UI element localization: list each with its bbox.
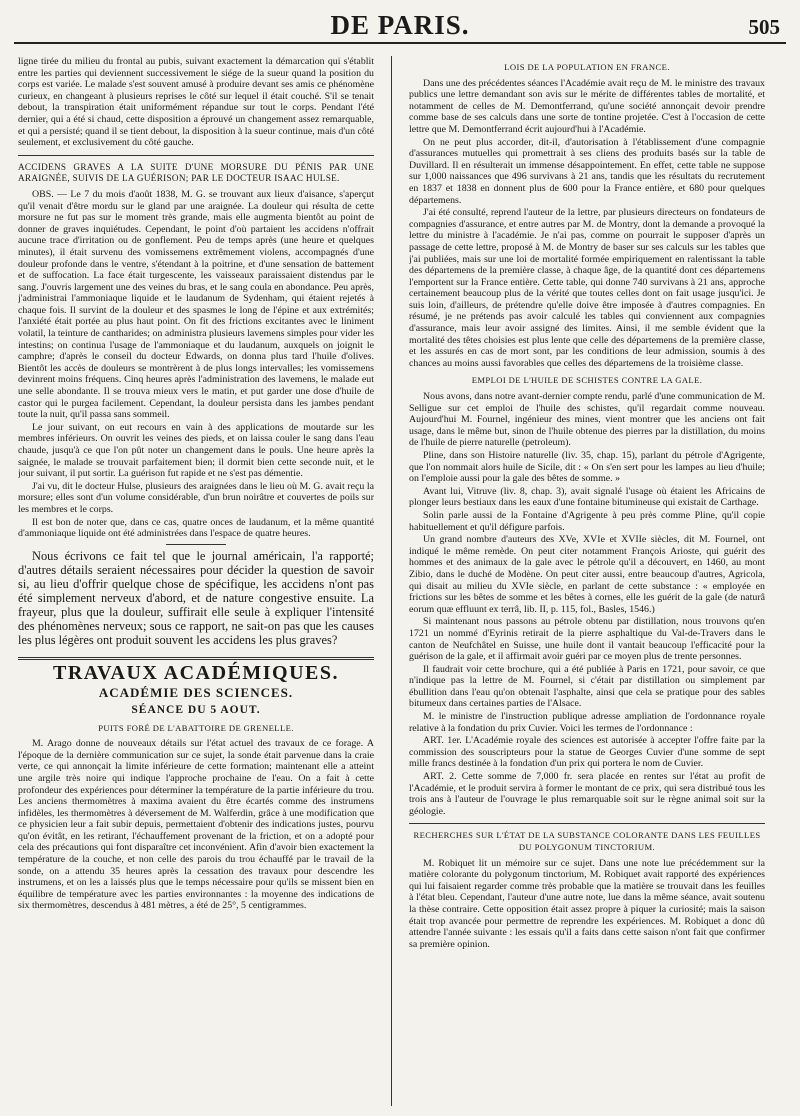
article-heading: EMPLOI DE L'HUILE DE SCHISTES CONTRE LA GALE. [471,375,703,386]
right-column [409,56,765,1106]
article-heading: LOIS DE LA POPULATION EN FRANCE. [504,62,670,72]
paragraph: ligne tirée du milieu du frontal au pubis, suivant exactement la démarcation qui s'établit entre les parties qui deviennent successivement le siége de la sueur quand la position du corps est variée. Le malade s'est souvent amusé à produire devant ses amis ce phénomène curieux, en changeant à plusieurs reprises le côté sur lequel il était couché. S'il se tenait debout, la transpiration était uniformément répandue sur tout le corps. Pendant l'été dernier, qui a été si chaud, cette disposition a éprouvé un changement assez remarquable, et qui a persisté; quand il se tient debout, la disposition à la sueur continue, mais d'un côté seulement, et exclusivement du côté gauche. [18,56,374,149]
subsection-title: ACADÉMIE DES SCIENCES. [98,685,294,701]
newspaper-title: DE PARIS. [330,10,470,40]
paragraph: Il est bon de noter que, dans ce cas, quatre onces de laudanum, et la même quantité d'ammoniaque liquide ont été administrées dans l'espace de quatre heures. [18,516,374,540]
paragraph: J'ai vu, dit le docteur Hulse, plusieurs des araignées dans le lieu où M. G. avait reçu la morsure; elles sont d'un volume considérable, d'un brun noirâtre et couvertes de poils sur les membres et le corps. [18,480,374,515]
paragraph: Solin parle aussi de la Fontaine d'Agrigente à peu près comme Pline, qu'il copie habituellement et qu'il défigure parfois. [409,509,765,533]
paragraph: Le jour suivant, on eut recours en vain à des applications de moutarde sur les membres inférieurs. On ouvrit les veines des pieds, et on laissa couler le sang dans l'eau chaude, jusqu'à ce que l'on pût noter un changement dans le pouls. Une heure après la saignée, le malade se trouvait parfaitement bien; il dormit bien cette seconde nuit, et le jour suivant, il put sortir. La guérison fut rapide et ne s'est pas démentie. [18,421,374,480]
paragraph: Si maintenant nous passons au pétrole obtenu par distillation, nous trouvons qu'en 1721 un nommé d'Eyrinis retirait de la pierre asphaltique du Val-de-Travers dans le canton de Neufchâtel en Suisse, une huile dont il vantait beaucoup l'efficacité pour la guérison de la gale, et il affirmait avoir guéri par ce moyen plus de trente personnes. [409,616,765,663]
section-title: TRAVAUX ACADÉMIQUES. [53,661,339,684]
paragraph: M. Arago donne de nouveaux détails sur l'état actuel des travaux de ce forage. A l'époque de la dernière communication sur ce sujet, la sonde était parvenue dans la craie verte, ce qui annonçait la limite inférieure de cette formation; maintenant elle a atteint une argile très noire qui indique l'approche prochaine de l'eau. On a fait à cette profondeur des expériences pour déterminer la température de la partie inférieure du trou. Les anciens thermomètres à maxima avaient du être écartés comme des instrumens infidèles, les thermomètres à déversement de M. Walferdin, grâce à une modification que ce physicien leur a fait subir depuis, permettaient d'obtenir des indications justes, pourvu qu'on évitât, en les retirant, l'échauffement provenant de la friction, et on a adopté pour cela des précautions qui font disparaître cet inconvénient. Afin d'avoir bien exactement la température de la couche, et non celle des parois du trou échauffé par le travail de la sonde, on a attendu 35 heures après la cessation des travaux pour descendre les instrumens, et on les a laissés plus que le temps nécessaire pour qu'ils se missent bien en équilibre de température avec les parties environnantes : la moyenne des indications de six thermomètres, descendus à 481 mètres, a été de 25°, 5 centigrammes. [18,738,374,912]
paragraph: On ne peut plus accorder, dit-il, d'autorisation à l'établissement d'une compagnie d'assurances mutuelles qui promettrait à ses cliens des produits basés sur la table de Duvillard. Il en résulterait un immense désappointement. En effet, cette table ne suppose sur 1,000 naissances que 496 survivans à 21 ans, tandis que les résultats du recrutement en 1837 et 1838 en donnent plus de 600 pour la France entière, et 680 pour quelques départemens. [409,136,765,206]
session-title: SÉANCE DU 5 AOUT. [131,703,261,716]
article-1: ART. 1er. L'Académie royale des sciences est autorisée à accepter l'offre faite par la commission des souscripteurs pour la statue de Georges Cuvier d'une somme de sept mille francs destinée à la fondation d'un prix qui portera le nom de Cuvier. [409,735,765,770]
paragraph: Pline, dans son Histoire naturelle (liv. 35, chap. 15), parlant du pétrole d'Agrigente, que l'on nommait alors huile de Sicile, dit : « On s'en sert pour les lampes au lieu d'huile; on l'emploie aussi pour la gale des bêtes de somme. » [409,450,765,485]
short-rule [166,544,226,545]
left-column [18,56,374,1106]
page-header [14,6,786,46]
paragraph: Avant lui, Vitruve (liv. 8, chap. 3), avait signalé l'usage où étaient les Africains de plonger leurs bestiaux dans les eaux d'une fontaine bitumineuse qui existait de Carthage. [409,485,765,509]
article-2: ART. 2. Cette somme de 7,000 fr. sera placée en rentes sur l'état au profit de l'Académie, et le produit servira à former le montant de ce prix, qui sera distribué tous les trois ans à l'auteur de l'ouvrage le plus remarquable soit sur le règne animal soit sur la géologie. [409,771,765,817]
paragraph: M. le ministre de l'instruction publique adresse ampliation de l'ordonnance royale relative à la fondation du prix Cuvier. Voici les termes de l'ordonnance : [409,711,765,734]
paragraph: OBS. — Le 7 du mois d'août 1838, M. G. se trouvant aux lieux d'aisance, s'aperçut qu'il venait d'être mordu sur le gland par une araignée. La douleur qui résulta de cette morsure ne fut pas sur le moment très grande, mais elle augmenta bientôt au point de donner de graves inquiétudes. Cependant, le point d'où partaient les accidens n'offrait aucune trace d'irritation ou de gonflement. Peu de temps après (une heure et quelques minutes), il était survenu des vomissemens extrêmement violens, accompagnés d'une douleur profonde dans le ventre, s'étendant à la poitrine, et d'une sensation de battement et de suffocation. La face était turgescente, les vaisseaux paraissaient distendus par le sang. J'ouvris largement une des veines du bras, et le sang coula en abondance. Peu après, j'administrai l'ammoniaque liquide et le laudanum de Sydenham, qui étaient rejetés à chaque fois. Il survint de la douleur et des spasmes le long de l'épine et aux extrémités; l'anxiété était portée au plus haut point. On fit des frictions excitantes avec le liniment volatil, la teinture de cantharides; on administra plusieurs lavemens simples pour vider les intestins; on continua l'usage de l'ammoniaque et du laudanum, auxquels on joignit le camphre; d'après le conseil du docteur Edwards, on donna plus tard l'huile d'olives. Bientôt les accès de douleurs se montrèrent à de plus longs intervalles; les vomissemens devinrent moins fréquens. Cinq heures après l'administration des lavemens, le malade eut une selle abondante. Il se trouva mieux vers le matin, et put garder une dose d'huile de castor qui le purgea facilement. Cependant, la douleur persista dans les jambes pendant toute la nuit, qu'il passa sans sommeil. [18,188,374,421]
section-rule [18,155,374,156]
paragraph: Il faudrait voir cette brochure, qui a été publiée à Paris en 1721, pour savoir, ce que n'indique pas la lettre de M. Fournel, si c'était par distillation ou simplement par ébullition dans l'eau qu'on obtenait l'asphalte, ainsi que cela se pratique pour des sables bitumeux dans certaines parties de l'Alsace. [409,663,765,710]
paragraph: Nous avons, dans notre avant-dernier compte rendu, parlé d'une communication de M. Selligue sur cet emploi de l'huile des schistes, qu'il regardait comme nouveau. Aujourd'hui M. Fournel, ingénieur des mines, vient montrer que les anciens ont fait usage, dans le même but, sinon de l'huile obtenue des pierres par la distillation, du moins de l'huile de pierre naturelle (petroleum). [409,391,765,449]
double-rule [18,657,374,660]
paragraph: Dans une des précédentes séances l'Académie avait reçu de M. le ministre des travaux publics une lettre demandant son avis sur le mérite de différentes tables de mortalité, et notamment de celles de M. Demontferrand, qu'une société annonçait devoir prendre comme base de ses calculs dans une sorte de tontine projetée. C'est à l'occasion de cette lettre que M. Demontferrand écrit aujourd'hui à l'Académie. [409,77,765,135]
paragraph: Un grand nombre d'auteurs des XVe, XVIe et XVIIe siècles, dit M. Fournel, ont indiqué le même remède. On peut citer notamment François Arioste, qui guérit des hommes et des animaux de la gale avec le pétrole qu'il a découvert, en 1460, au mont Zibio, dans le duché de Modène. On peut citer aussi, entre beaucoup d'autres, Agricola, qui disait au milieu du XVIe siècle, en parlant de cette substance : « employée en frictions sur les bêtes de somme et les bêtes à cornes, elle les guérit de la gale (de naturâ eorum quæ effluunt ex terrâ, lib. II, p. 115, fol., Basles, 1546.) [409,534,765,615]
header-rule [14,42,786,44]
article-heading: RECHERCHES SUR L'ÉTAT DE LA SUBSTANCE COLORANTE DANS LES FEUILLES DU POLYGONUM TINCTORIUM. [413,830,761,852]
column-divider [391,56,392,1106]
page-number: 505 [748,15,780,39]
editorial-note: Nous écrivons ce fait tel que le journal américain, l'a rapporté; d'autres détails seraient nécessaires pour décider la question de savoir si, au lieu d'offrir quelque chose de spécifique, les accidens n'ont pas été simplement nerveux d'abord, et de nature congestive ensuite. La frayeur, plus que la douleur, suffirait elle seule à expliquer l'intensité des phénomènes nerveux; sous ce rapport, ne sait-on pas que les causes les plus légères ont produit souvent les accidens les plus graves? [18,548,374,647]
paragraph: M. Robiquet lit un mémoire sur ce sujet. Dans une note lue précédemment sur la matière colorante du polygonum tinctorium, M. Robiquet avait rapporté des expériences qui lui faisaient regarder comme très probable que la matière se trouvait dans les feuilles à l'état bleu. Cependant, l'auteur d'une autre note, lue dans la même séance, avait soutenu la thèse contraire. Cette opposition était assez propre à piquer la curiosité; mais la saison était trop avancée pour permettre de reprendre les expériences. M. Robiquet a donc dû attendre l'année suivante : les essais qu'il a faits dans cette saison n'ont fait que confirmer sa première opinion. [409,857,765,950]
article-heading: PUITS FORÉ DE L'ABATTOIRE DE GRENELLE. [98,722,294,733]
section-rule [409,823,765,824]
paragraph: J'ai été consulté, reprend l'auteur de la lettre, par plusieurs directeurs on fondateurs de compagnies d'assurance, et entre autres par M. de Montry, dont la demande a provoqué la lettre du ministre à l'académie. Je n'ai pas, comme on pourrait le supposer d'après un passage de cette lettre, proposé à M. de Montry de baser sur ses calculs sur les tables que j'ai publiées, mais sur une loi de mortalité formée empiriquement en ralentissant la table des départemens de la première classe, à chaque âge, de la quantité dont ces départemens l'emportent sur la France entière. Cette table, qui donne 740 survivans à 21 ans, approche certainement beaucoup plus de la vérité que toutes celles dont on fait usage jusqu'ici. Je suis loin, d'ailleurs, de prétendre qu'elle doive être imposée à d'autres compagnies. En résumé, je ne prétends pas avoir calculé les tables qui conviennent aux compagnies d'assurance, mais leur avoir assigné des limites. Ainsi, il me semble évident que la mortalité des têtes choisies est plus lente que celle des départemens de la première classe, et les assurés en cas de mort sont, par les conditions de leur admission, soumis à des chances au moins aussi favorables que celles des départemens de la troisième classe. [409,207,765,369]
section-heading: ACCIDENS GRAVES A LA SUITE D'UNE MORSURE DU PÉNIS PAR UNE ARAIGNÉE, SUIVIS DE LA GUÉRISON; PAR LE DOCTEUR ISAAC HULSE. [18,161,374,184]
